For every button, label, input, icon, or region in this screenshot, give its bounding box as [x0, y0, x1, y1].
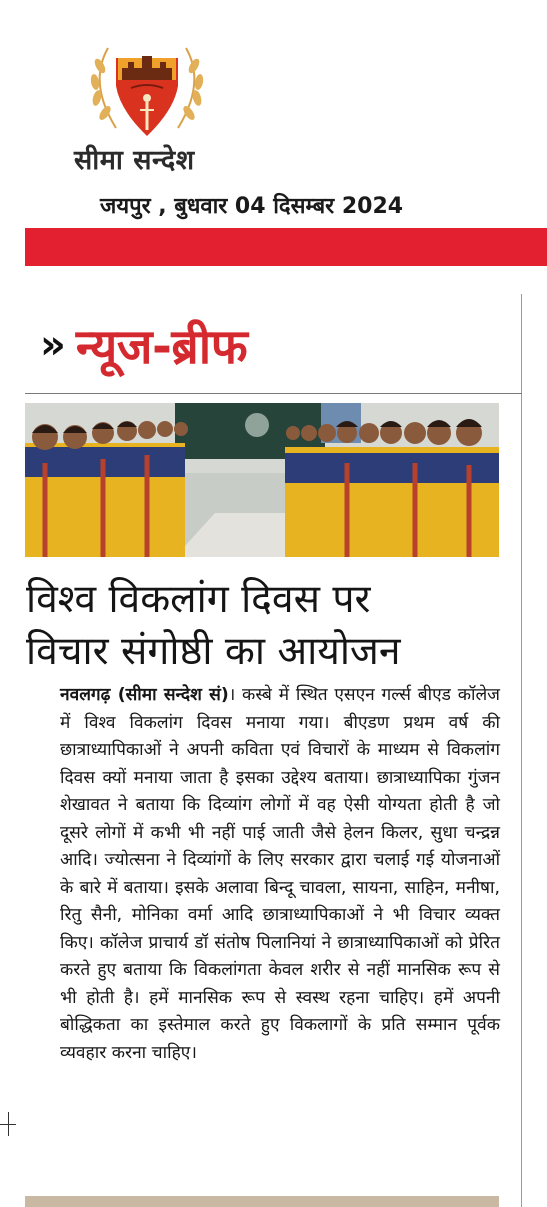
column-divider: [521, 294, 522, 1207]
headline-line-1: विश्व विकलांग दिवस पर: [26, 577, 371, 622]
group-photo: [25, 403, 499, 557]
section-header: [40, 310, 247, 380]
article-headline: [26, 574, 516, 678]
newspaper-name: सीमा सन्देश: [74, 145, 195, 176]
chevron-icon: »: [40, 322, 66, 368]
article-text: । कस्बे में स्थित एसएन गर्ल्स बीएड कॉलेज में विश्व विकलांग दिवस मनाया गया। बीएडण प्रथम वर्ष की छात्राध्यापिकाओं ने अपनी कविता एवं विचारों के माध्यम से विकलांग दिवस क्यों मनाया जाता है इसका उद्देश्य बताया। छात्राध्यापिका गुंजन शेखावत ने बताया कि दिव्यांग लोगों में वह ऐसी योग्यता होती है जो दूसरे लोगों में कभी भी नहीं पाई जाती जैसे हेलन किलर, सुधा चन्द्रन्न आदि। ज्योत्सना ने दिव्यांगों के लिए सरकार द्वारा चलाई गई योजनाओं के बारे में बताया। इसके अलावा बिन्दू चावला, सायना, साहिन, मनीषा, रितु सैनी, मोनिका वर्मा आदि छात्राध्यापिकाओं ने भी विचार व्यक्त किए। कॉलेज प्राचार्य डॉ संतोष पिलानियां ने छात्राध्यापिकाओं को प्रेरित करते हुए बताया कि विकलांगता केवल शरीर से नहीं मानसिक रूप से भी होती है। हमें मानसिक रूप से स्वस्थ रहना चाहिए। हमें अपनी बोद्धिकता का इस्तेमाल करते हुए विकलागों के प्रति सम्मान पूर्वक व्यवहार करना चाहिए।: [60, 685, 500, 1063]
edition-dateline: जयपुर , बुधवार 04 दिसम्बर 2024: [100, 194, 404, 219]
article-dateline: नवलगढ़ (सीमा सन्देश सं): [60, 685, 229, 705]
next-article-photo-edge: [25, 1196, 499, 1207]
headline-line-2: विचार संगोष्ठी का आयोजन: [26, 629, 401, 674]
section-title: न्यूज-ब्रीफ: [75, 318, 248, 375]
masthead-red-band: [25, 228, 547, 266]
crop-mark: [8, 1112, 9, 1136]
article-body: [26, 682, 500, 1067]
newspaper-logo-icon: [86, 28, 208, 146]
section-divider: [25, 393, 522, 394]
